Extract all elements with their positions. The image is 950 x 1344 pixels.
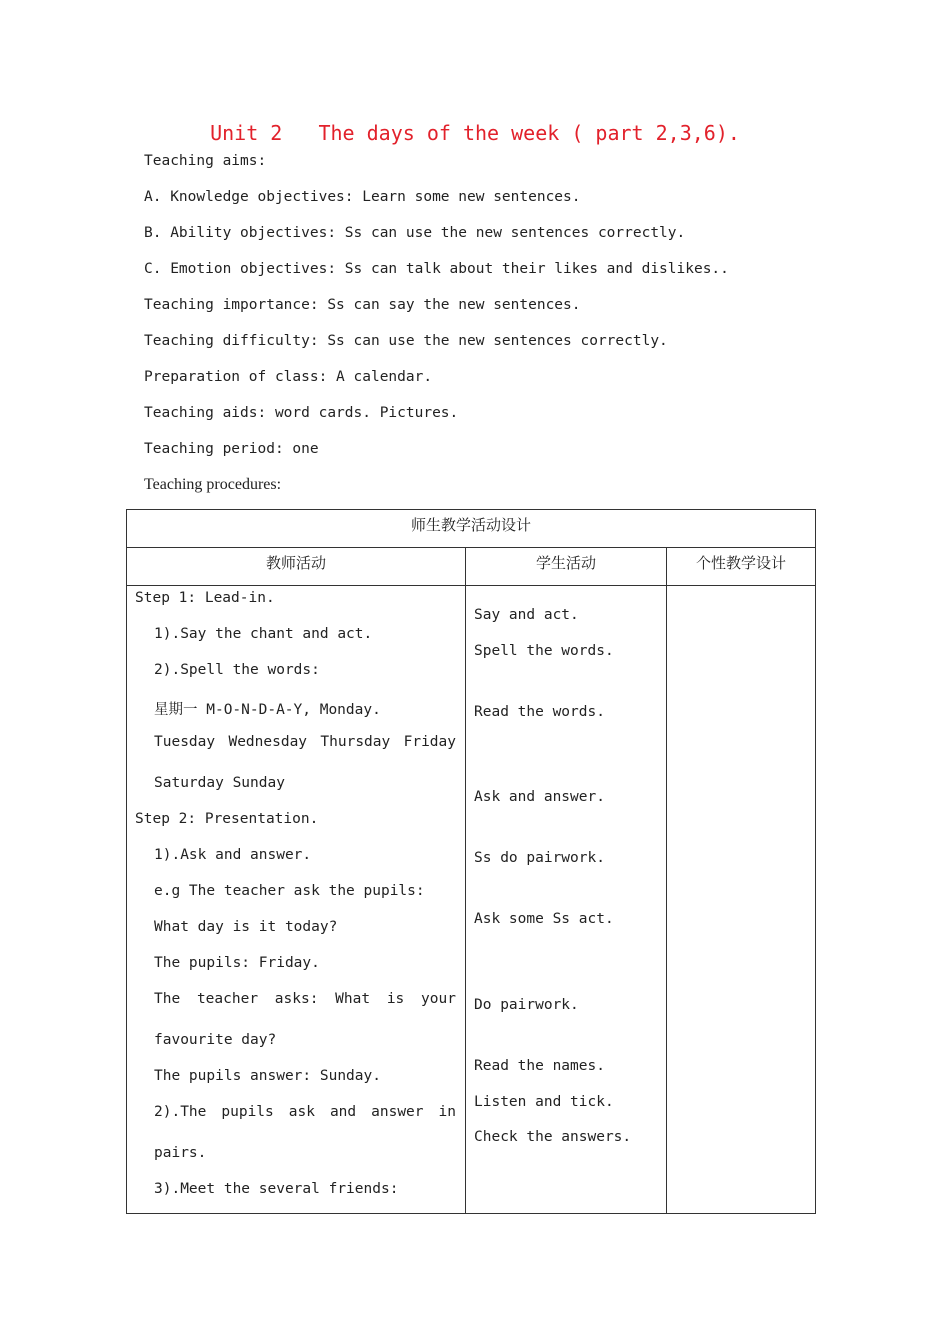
step1-days-row — [154, 734, 456, 750]
header-personal-design — [667, 548, 816, 586]
word: your — [421, 991, 456, 1007]
word: ask — [288, 1104, 315, 1120]
word: What — [335, 991, 371, 1007]
step2-item-8 — [154, 1104, 456, 1120]
table-caption — [127, 510, 816, 548]
teaching-difficulty: Teaching difficulty: Ss can use the new sentences correctly. — [144, 333, 668, 349]
word: in — [438, 1104, 456, 1120]
step1-item-1: 1).Say the chant and act. — [154, 626, 373, 642]
student-activity-3: Read the words. — [474, 704, 605, 720]
word: 2).The — [154, 1104, 207, 1120]
student-activity-9: Listen and tick. — [474, 1094, 614, 1110]
preparation-of-class: Preparation of class: A calendar. — [144, 369, 433, 385]
step2-item-2: e.g The teacher ask the pupils: — [154, 883, 425, 899]
teaching-procedures-label: Teaching procedures: — [144, 476, 282, 493]
header-student-activity-text: 学生活动 — [535, 554, 596, 572]
header-teacher-activity — [127, 548, 466, 586]
day-friday: Friday — [403, 734, 456, 750]
emotion-objectives: C. Emotion objectives: Ss can talk about their likes and dislikes.. — [144, 261, 729, 277]
word: is — [386, 991, 405, 1007]
student-activity-1: Say and act. — [474, 607, 579, 623]
step1-heading: Step 1: Lead-in. — [135, 590, 275, 606]
word: teacher — [196, 991, 259, 1007]
step1-item-3: 星期一 M-O-N-D-A-Y, Monday. — [154, 702, 381, 718]
step2-item-3: What day is it today? — [154, 919, 338, 935]
word: asks: — [274, 991, 319, 1007]
word: pupils — [221, 1104, 274, 1120]
student-activity-7: Do pairwork. — [474, 997, 579, 1013]
word: The — [154, 991, 181, 1007]
teaching-aims-label: Teaching aims: — [144, 153, 267, 169]
student-activity-cell — [466, 586, 667, 1214]
step2-item-10: 3).Meet the several friends: — [154, 1181, 399, 1197]
student-activity-6: Ask some Ss act. — [474, 911, 614, 927]
table-caption-text: 师生教学活动设计 — [411, 516, 532, 534]
day-tuesday: Tuesday — [154, 734, 216, 750]
step1-item-5: Saturday Sunday — [154, 775, 285, 791]
day-wednesday: Wednesday — [228, 734, 308, 750]
step2-item-7: The pupils answer: Sunday. — [154, 1068, 381, 1084]
header-personal-design-text: 个性教学设计 — [696, 554, 787, 572]
student-activity-4: Ask and answer. — [474, 789, 605, 805]
step1-item-2: 2).Spell the words: — [154, 662, 320, 678]
word: answer — [371, 1104, 424, 1120]
student-activity-8: Read the names. — [474, 1058, 605, 1074]
step2-item-1: 1).Ask and answer. — [154, 847, 312, 863]
step2-item-4: The pupils: Friday. — [154, 955, 320, 971]
personal-design-cell — [667, 586, 816, 1214]
teaching-aids: Teaching aids: word cards. Pictures. — [144, 405, 459, 421]
step2-heading: Step 2: Presentation. — [135, 811, 319, 827]
knowledge-objectives: A. Knowledge objectives: Learn some new sentences. — [144, 189, 581, 205]
student-activity-5: Ss do pairwork. — [474, 850, 605, 866]
step2-item-9: pairs. — [154, 1145, 207, 1161]
day-thursday: Thursday — [320, 734, 391, 750]
header-teacher-activity-text: 教师活动 — [265, 554, 326, 572]
step2-item-5 — [154, 991, 456, 1007]
word: and — [329, 1104, 357, 1120]
step2-item-6: favourite day? — [154, 1032, 277, 1048]
teaching-importance: Teaching importance: Ss can say the new sentences. — [144, 297, 581, 313]
student-activity-10: Check the answers. — [474, 1129, 632, 1145]
page-title: Unit 2 The days of the week ( part 2,3,6). — [210, 121, 740, 145]
teaching-period: Teaching period: one — [144, 441, 319, 457]
procedures-table — [126, 509, 816, 1214]
header-student-activity — [466, 548, 667, 586]
student-activity-2: Spell the words. — [474, 643, 614, 659]
ability-objectives: B. Ability objectives: Ss can use the new sentences correctly. — [144, 225, 686, 241]
teacher-activity-cell — [127, 586, 466, 1214]
